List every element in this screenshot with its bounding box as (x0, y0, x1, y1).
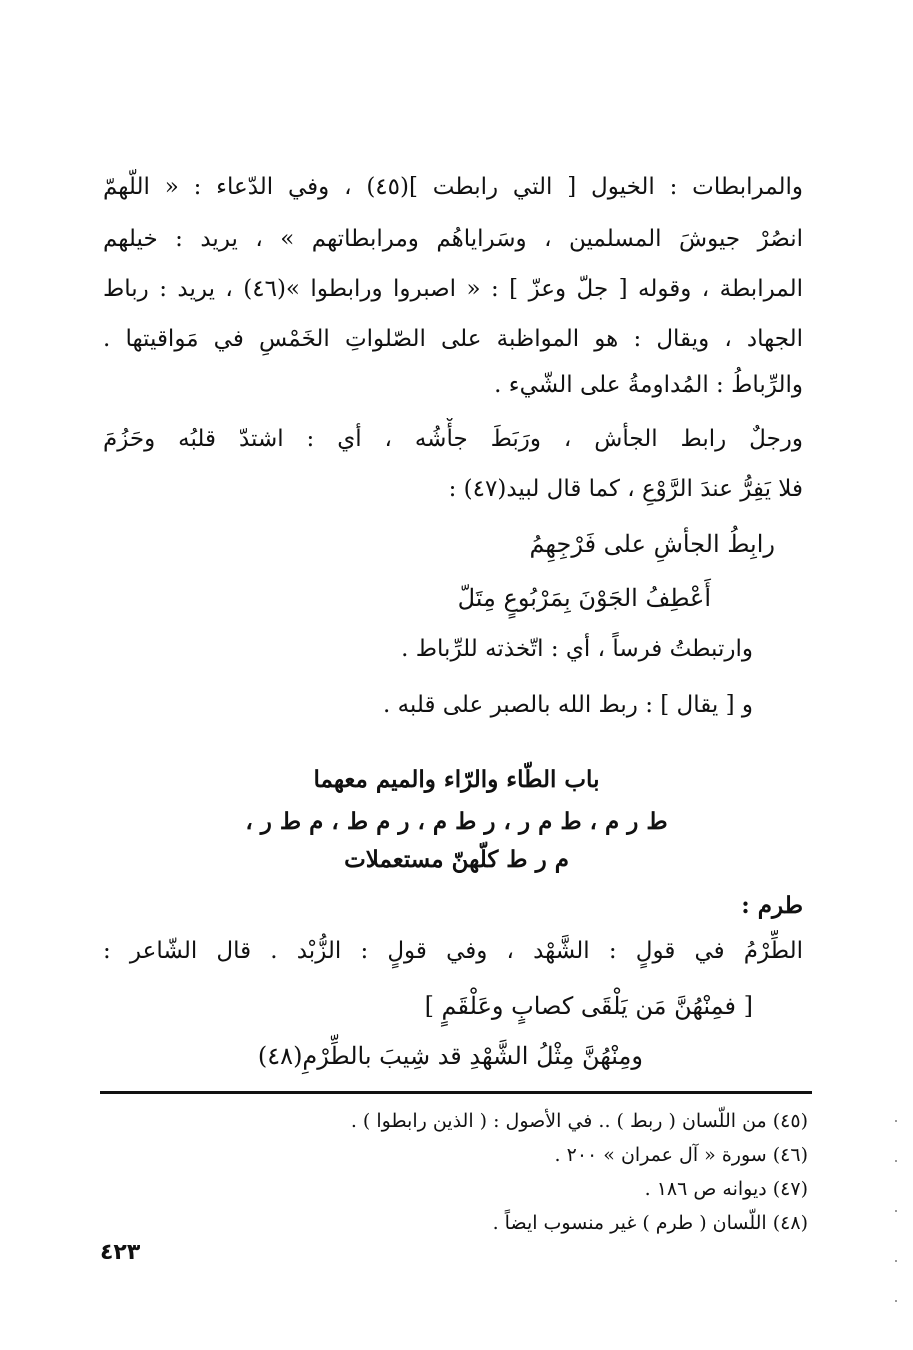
verse1-line2: أَعْطِفُ الجَوْنَ بِمَرْبُوعٍ مِتَلّ (457, 584, 711, 612)
paragraph1-line2: انصُرْ جيوشَ المسلمين ، وسَراياهُم ومرابطاتهم » ، يريد : خيلهم (103, 226, 803, 252)
scan-speck (895, 1160, 897, 1162)
footnote-divider (100, 1091, 812, 1094)
entry-verse-line2: ومِنْهُنَّ مِثْلُ الشَّهْدِ قد شِيبَ بالطِّرْمِ(٤٨) (257, 1042, 643, 1070)
page-number: ٤٢٣ (100, 1240, 141, 1265)
footnote-47: (٤٧) ديوانه ص ١٨٦ . (644, 1178, 808, 1200)
entry-headword: طرم : (741, 892, 803, 919)
scan-speck (895, 1300, 897, 1302)
entry-verse-line1: [ فمِنْهُنَّ مَن يَلْقَى كصابٍ وعَلْقَمٍ ] (424, 992, 753, 1020)
scan-speck (895, 1120, 897, 1122)
paragraph2-line1: ورجلٌ رابط الجأش ، ورَبَطَ جأْشُه ، أي : اشتدّ قلبُه وحَزُمَ (103, 426, 803, 452)
scan-speck (895, 1260, 897, 1262)
paragraph2-line2: فلا يَفِرُّ عندَ الرَّوْعِ ، كما قال لبيد(٤٧) : (448, 476, 803, 502)
footnote-48: (٤٨) اللّسان ( طرم ) غير منسوب ايضاً . (492, 1212, 808, 1234)
paragraph1-line3: المرابطة ، وقوله [ جلّ وعزّ ] : « اصبروا ورابطوا »(٤٦) ، يريد : رباط (103, 276, 803, 302)
paragraph1-line4: الجهاد ، ويقال : هو المواظبة على الصّلواتِ الخَمْسِ في مَواقيتها . (103, 326, 803, 352)
chapter-roots-note: م ر ط كلّهنّ مستعملات (344, 846, 569, 873)
paragraph1-line1: والمرابطات : الخيول [ التي رابطت ](٤٥) ، وفي الدّعاء : « اللّهمّ (103, 174, 803, 200)
chapter-roots: ط ر م ، ط م ر ، ر ط م ، ر م ط ، م ط ر ، (245, 808, 668, 835)
footnote-45: (٤٥) من اللّسان ( ربط ) .. في الأصول : ( الذين رابطوا ) . (350, 1110, 808, 1132)
entry-definition: الطِّرْمُ في قولٍ : الشَّهْد ، وفي قولٍ : الزُّبْد . قال الشّاعر : (103, 938, 803, 964)
paragraph3-line2: و [ يقال ] : ربط الله بالصبر على قلبه . (382, 692, 753, 718)
verse1-line1: رابِطُ الجأشِ على فَرْجِهِمُ (529, 530, 775, 558)
scan-speck (895, 1210, 897, 1212)
paragraph3-line1: وارتبطتُ فرساً ، أي : اتّخذته للرِّباط . (401, 636, 753, 662)
chapter-title: باب الطّاء والرّاء والميم معهما (313, 766, 600, 793)
footnote-46: (٤٦) سورة « آل عمران » ٢٠٠ . (554, 1144, 808, 1166)
paragraph1-line5: والرِّباطُ : المُداومةُ على الشّيء . (494, 372, 803, 398)
